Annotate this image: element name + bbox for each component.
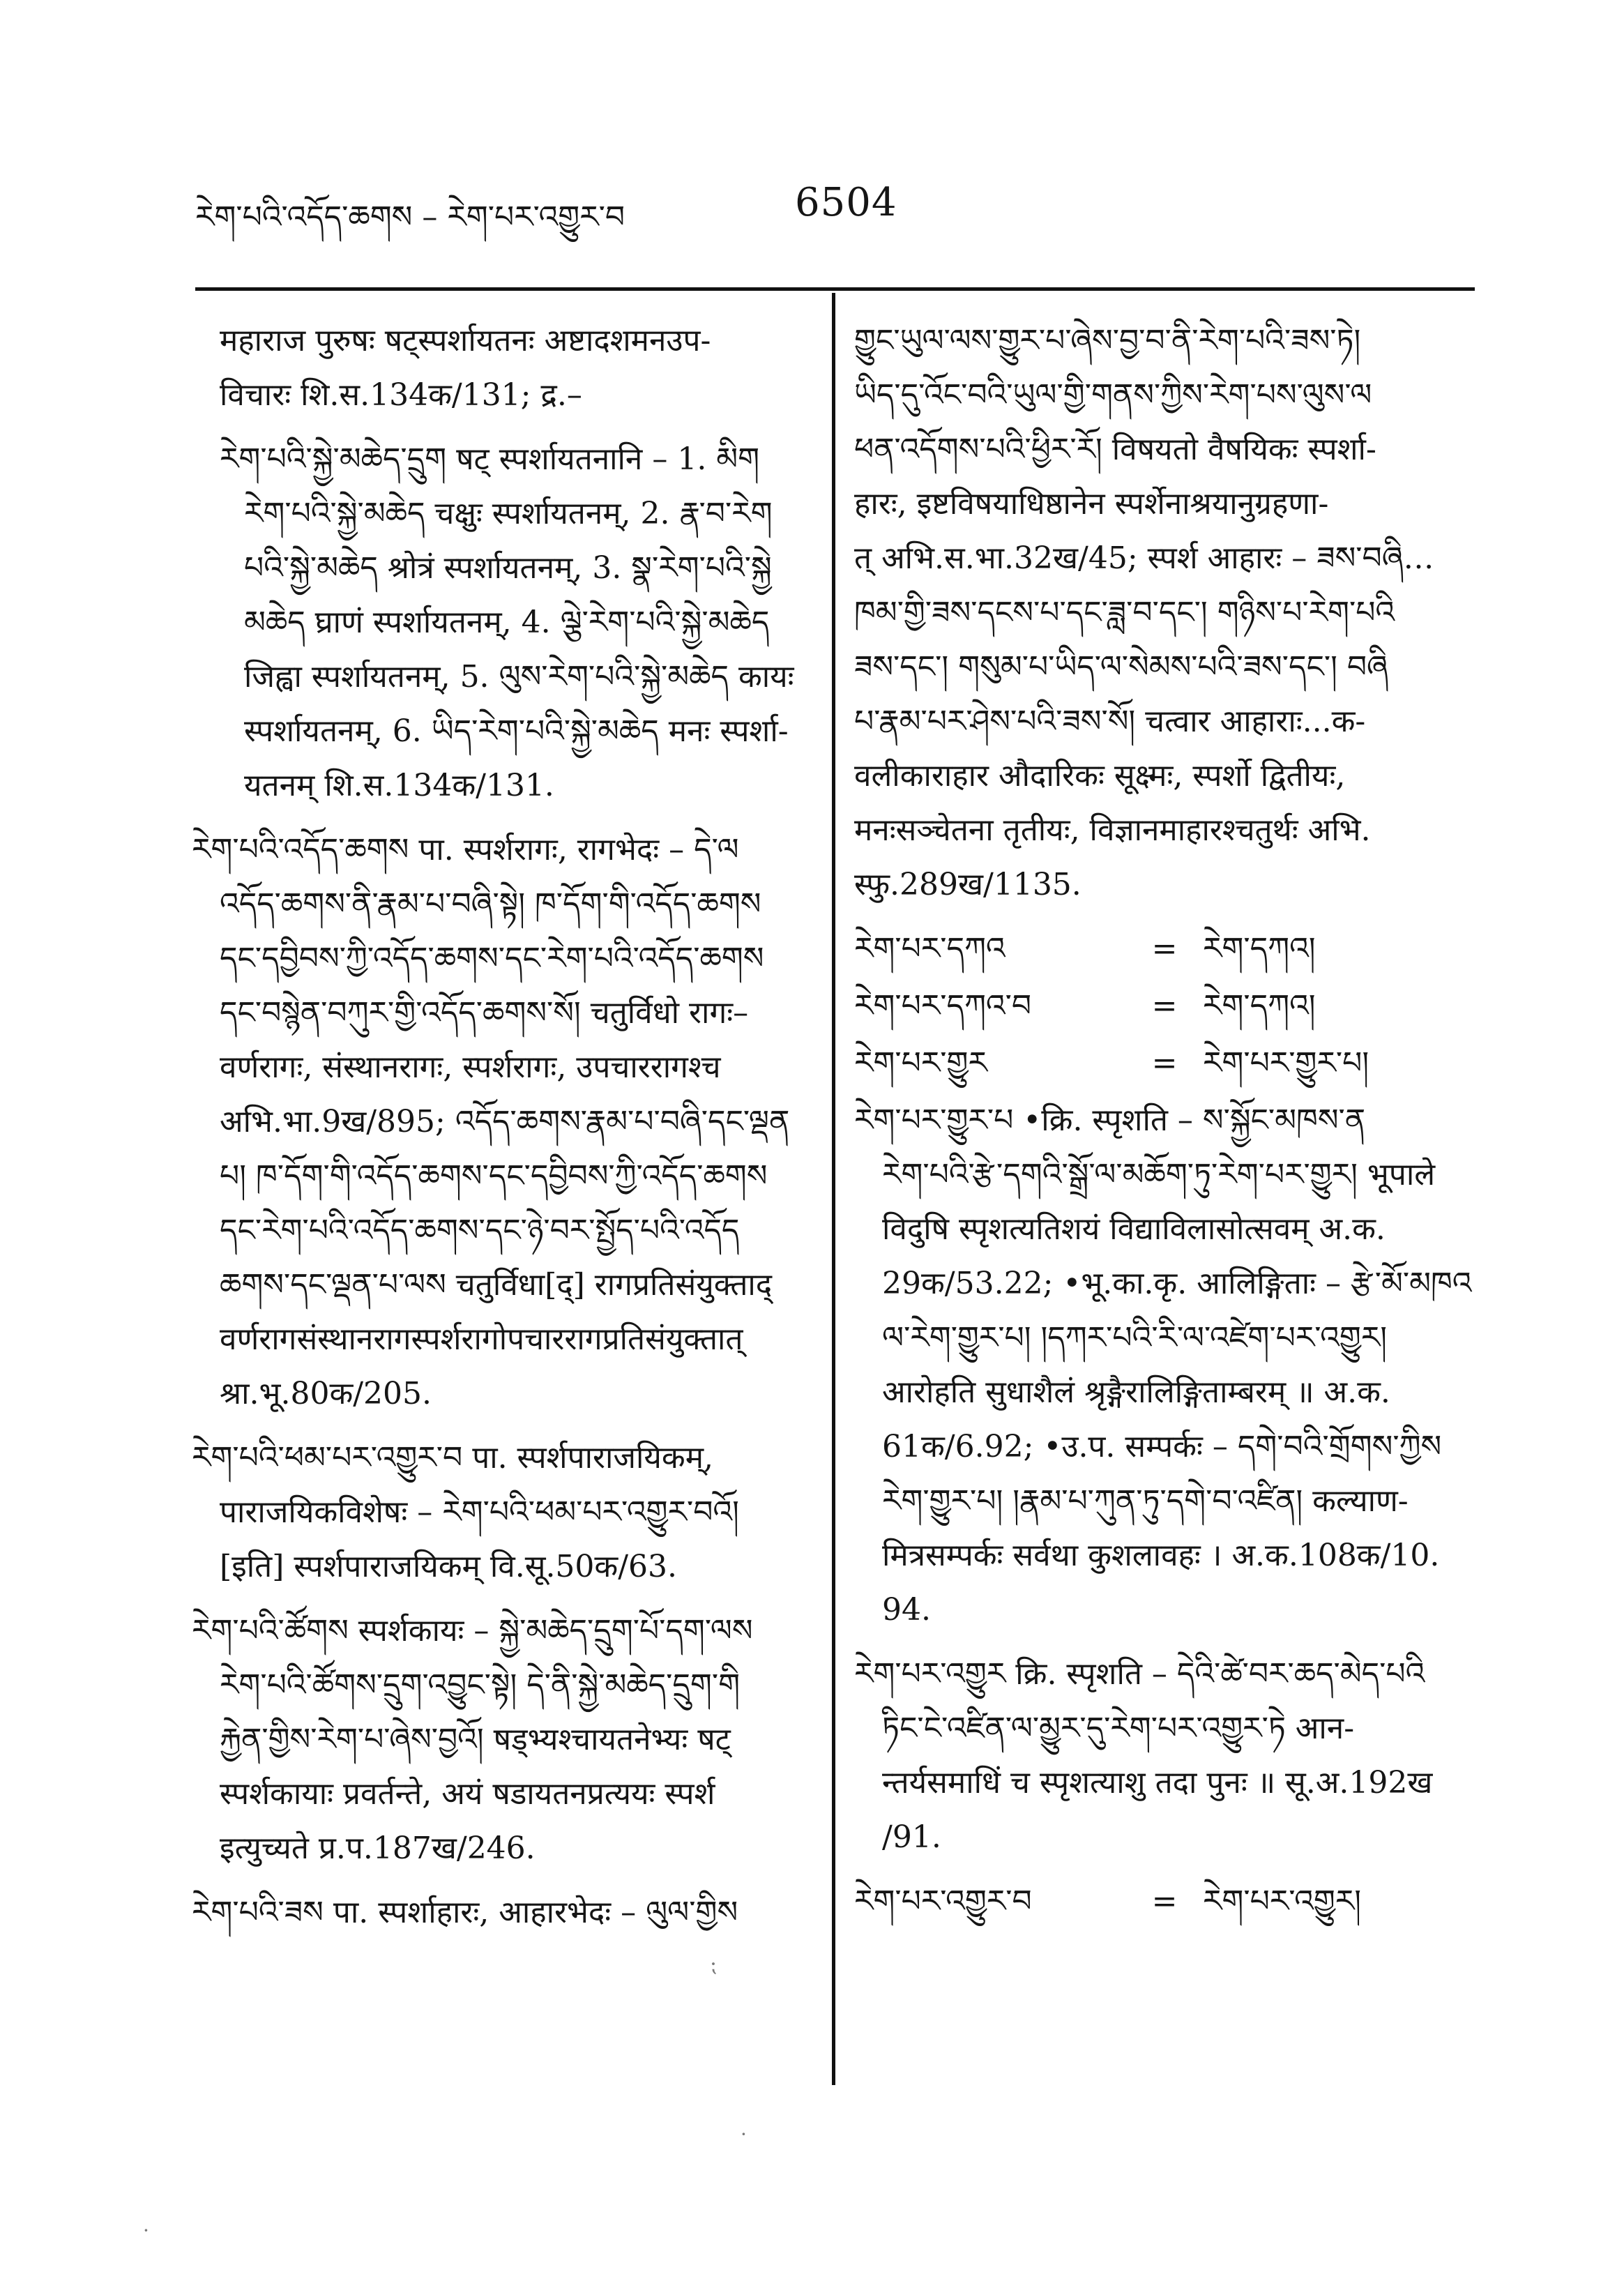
- entry-line: /91.: [882, 1819, 941, 1855]
- xref-target: རེག་དཀའ།: [1203, 931, 1316, 967]
- entry-line: དང་དབྱིབས་ཀྱི་འདོད་ཆགས་དང་རེག་པའི་འདོད་ཆགས: [220, 941, 764, 976]
- column-divider: [832, 293, 835, 2085]
- xref-eq: =: [1151, 931, 1178, 967]
- entry-line: अभि.भा.9ख/895; འདོད་ཆགས་རྣམ་པ་བཞི་དང་ལྡན: [220, 1104, 790, 1139]
- entry-line: རེག་གྱུར་པ། །རྣམ་པ་ཀུན་ཏུ་དགེ་བ་འཛིན། कल्याण-: [882, 1483, 1409, 1519]
- entry-line: 61क/6.92; •उ.प. सम्पर्कः – དགེ་བའི་གྲོགས་ཀྱིས: [882, 1429, 1442, 1464]
- stray-mark: ·: [741, 2123, 747, 2146]
- dictionary-entry: [192, 432, 805, 813]
- entry-line: [इति] स्पर्शपाराजयिकम् वि.सू.50क/63.: [220, 1549, 678, 1584]
- entry-line: ཆགས་དང་ལྡན་པ་ལས चतुर्विधा[द्] रागप्रतिसंयुक्ताद्: [220, 1267, 773, 1303]
- entry-line: མཆེད घ्राणं स्पर्शायतनम्, 4. ལྕེ་རེག་པའི་སྐྱེ་མཆེད: [244, 605, 770, 640]
- cross-reference-entry: [854, 1874, 1475, 1929]
- entry-line: ཁམ་གྱི་ཟས་དངས་པ་དང་ཟླ་བ་དང་། གཉིས་པ་རེག་པའི: [854, 595, 1395, 630]
- entry-line: པ། ཁ་དོག་གི་འདོད་ཆགས་དང་དབྱིབས་ཀྱི་འདོད་ཆགས: [220, 1158, 768, 1194]
- entry-line: ཡིད་དུ་འོང་བའི་ཡུལ་གྱི་གནས་ཀྱིས་རེག་པས་ལུས་ལ: [854, 377, 1372, 413]
- entry-line: རྐྱེན་གྱིས་རེག་པ་ཞེས་བྱའོ། षड्भ्यश्चायतनेभ्यः षट्: [220, 1722, 731, 1757]
- entry-line: རེག་པར་གྱུར་པ •क्रि. स्पृशति – ས་སྐྱོང་མཁས་ན: [854, 1103, 1366, 1138]
- dictionary-entry: [854, 1093, 1475, 1637]
- running-head: རེག་པའི་འདོད་ཆགས – རེག་པར་འགྱུར་བ: [195, 199, 625, 235]
- entry-line: རེག་པའི་ཟས पा. स्पर्शाहारः, आहारभेदः – ལུལ་གྱིས: [192, 1895, 738, 1930]
- entry-line: स्पर्शायतनम्, 6. ཡིད་རེག་པའི་སྐྱེ་མཆེད मनः स्पर्शा-: [244, 713, 789, 749]
- xref-term: རེག་པར་དཀའ་བ: [854, 988, 1032, 1024]
- entry-line: मनःसञ्चेतना तृतीयः, विज्ञानमाहारश्चतुर्थः अभि.: [854, 812, 1371, 848]
- entry-line: འདོད་ཆགས་ནི་རྣམ་པ་བཞི་སྟེ། ཁ་དོག་གི་འདོད་ཆགས: [220, 886, 761, 922]
- entry-line: हारः, इष्टविषयाधिष्ठानेन स्पर्शेनाश्रयानुग्रहणा-: [854, 486, 1329, 522]
- entry-line: དང་རེག་པའི་འདོད་ཆགས་དང་ཉེ་བར་སྤྱོད་པའི་འདོད: [220, 1213, 740, 1248]
- xref-eq: =: [1151, 1045, 1178, 1081]
- dictionary-entry: [192, 823, 805, 1421]
- xref-term: རེག་པར་གྱུར: [854, 1045, 987, 1081]
- entry-line: རེག་པའི་ཕམ་པར་འགྱུར་བ पा. स्पर्शपाराजयिकम्,: [192, 1440, 714, 1476]
- dictionary-entry: [854, 314, 1475, 912]
- entry-line: विदुषि स्पृशत्यतिशयं विद्याविलासोत्सवम् अ.क.: [882, 1211, 1386, 1247]
- xref-target: རེག་པར་གྱུར་པ།: [1203, 1045, 1369, 1081]
- entry-line: श्रा.भू.80क/205.: [220, 1376, 432, 1411]
- entry-line: महाराज पुरुषः षट्स्पर्शायतनः अष्टादशमनउप-: [220, 323, 711, 358]
- stray-mark: ⁏: [710, 1953, 718, 1977]
- entry-line: इत्युच्यते प्र.प.187ख/246.: [220, 1831, 536, 1866]
- entry-line: ཟས་དང་། གསུམ་པ་ཡིད་ལ་སེམས་པའི་ཟས་དང་། བཞི: [854, 649, 1388, 685]
- dictionary-entry: [192, 1431, 805, 1594]
- entry-line: स्फु.289ख/1135.: [854, 867, 1082, 902]
- entry-line: यतनम् शि.स.134क/131.: [244, 768, 554, 803]
- dictionary-entry: [854, 1647, 1475, 1865]
- dictionary-entry: [192, 314, 805, 423]
- cross-reference-entry: [854, 979, 1475, 1033]
- entry-line: जिह्वा स्पर्शायतनम्, 5. ལུས་རེག་པའི་སྐྱེ་མཆེད कायः: [244, 659, 794, 695]
- dictionary-entry: [192, 1604, 805, 1876]
- entry-line: རེག་པའི་ཚོགས स्पर्शकायः – སྐྱེ་མཆེད་དྲུག་པོ་དག་ལས: [192, 1613, 753, 1649]
- page-number: 6504: [795, 180, 897, 225]
- entry-line: གྱུང་ཡུལ་ལས་གྱུར་པ་ཞེས་བྱ་བ་ནི་རེག་པའི་ཟས་ཏེ།: [854, 323, 1361, 358]
- entry-line: པའི་སྐྱེ་མཆེད श्रोत्रं स्पर्शायतनम्, 3. སྣ་རེག་པའི་སྐྱེ: [244, 550, 772, 586]
- entry-line: त् अभि.स.भा.32ख/45; स्पर्श आहारः – ཟས་བཞི…: [854, 540, 1434, 576]
- entry-line: རེག་པའི་འདོད་ཆགས पा. स्पर्शरागः, रागभेदः – དེ་ལ: [192, 832, 739, 868]
- cross-reference-entry: [854, 1036, 1475, 1091]
- xref-eq: =: [1151, 988, 1178, 1024]
- xref-term: རེག་པར་དཀའ: [854, 931, 1005, 967]
- stray-mark: ·: [143, 2219, 149, 2242]
- entry-line: वलीकाराहार औदारिकः सूक्ष्मः, स्पर्शो द्वितीयः,: [854, 758, 1346, 794]
- entry-line: 94.: [882, 1592, 931, 1628]
- entry-line: རེག་པའི་རྩེ་དགའི་སྒྲོ་ལ་མཆོག་ཏུ་རེག་པར་གྱུར། भूपाले: [882, 1157, 1436, 1192]
- entry-line: न्तर्यसमाधिं च स्पृशत्याशु तदा पुनः ॥ सू.अ.192ख: [882, 1765, 1433, 1801]
- dictionary-entry: [192, 1886, 805, 1940]
- entry-line: ཕན་འདོགས་པའི་ཕྱིར་རོ། विषयतो वैषयिकः स्पर्शा-: [854, 432, 1376, 467]
- entry-line: वर्णरागसंस्थानरागस्पर्शरागोपचाररागप्रतिसंयुक्तात्: [220, 1321, 743, 1357]
- entry-line: ཏིང་ངེ་འཛིན་ལ་མྱུར་དུ་རེག་པར་འགྱུར་ཏེ आन-: [882, 1711, 1355, 1746]
- entry-line: 29क/53.22; •भू.का.कृ. आलिङ्गिताः – རྩེ་མོ་མཁའ: [882, 1266, 1472, 1301]
- entry-line: मित्रसम्पर्कः सर्वथा कुशलावहः । अ.क.108क/10.: [882, 1538, 1440, 1573]
- entry-line: རེག་པའི་སྐྱེ་མཆེད་དྲུག षट् स्पर्शायतनानि – 1. མིག: [220, 441, 760, 477]
- entry-line: पाराजयिकविशेषः – རེག་པའི་ཕམ་པར་འགྱུར་བའོ།: [220, 1494, 739, 1530]
- right-column: [854, 314, 1475, 1932]
- cross-reference-entry: [854, 922, 1475, 976]
- left-column: [192, 314, 805, 1950]
- entry-line: དང་བསྙེན་བཀུར་གྱི་འདོད་ཆགས་སོ། चतुर्विधो रागः–: [220, 995, 749, 1031]
- entry-line: विचारः शि.स.134क/131; द्र.–: [220, 377, 582, 413]
- entry-line: རེག་པར་འགྱུར क्रि. स्पृशति – དེའི་ཚེ་བར་ཆད་མེད་པའི: [854, 1656, 1425, 1692]
- xref-target: རེག་པར་འགྱུར།: [1203, 1884, 1362, 1919]
- xref-eq: =: [1151, 1884, 1178, 1919]
- entry-line: རེག་པའི་ཚོགས་དྲུག་འབྱུང་སྟེ། དེ་ནི་སྐྱེ་མཆེད་དྲུག་གི: [220, 1667, 741, 1703]
- xref-term: རེག་པར་འགྱུར་བ: [854, 1884, 1032, 1919]
- entry-line: ལ་རེག་གྱུར་པ། །དཀར་པའི་རི་ལ་འཛེག་པར་འགྱུར།: [882, 1320, 1388, 1356]
- entry-line: वर्णरागः, संस्थानरागः, स्पर्शरागः, उपचाररागश्च: [220, 1050, 721, 1085]
- entry-line: པ་རྣམ་པར་ཤེས་པའི་ཟས་སོ། चत्वार आहाराः...क-: [854, 704, 1366, 739]
- entry-line: स्पर्शकायाः प्रवर्तन्ते, अयं षडायतनप्रत्ययः स्पर्श: [220, 1776, 715, 1812]
- xref-target: རེག་དཀའ།: [1203, 988, 1316, 1024]
- header-rule: [195, 287, 1475, 291]
- entry-line: རེག་པའི་སྐྱེ་མཆེད चक्षुः स्पर्शायतनम्, 2. རྣ་བ་རེག: [244, 496, 773, 531]
- entry-line: आरोहति सुधाशैलं श्रृङ्गैरालिङ्गिताम्बरम् ॥ अ.क.: [882, 1374, 1390, 1410]
